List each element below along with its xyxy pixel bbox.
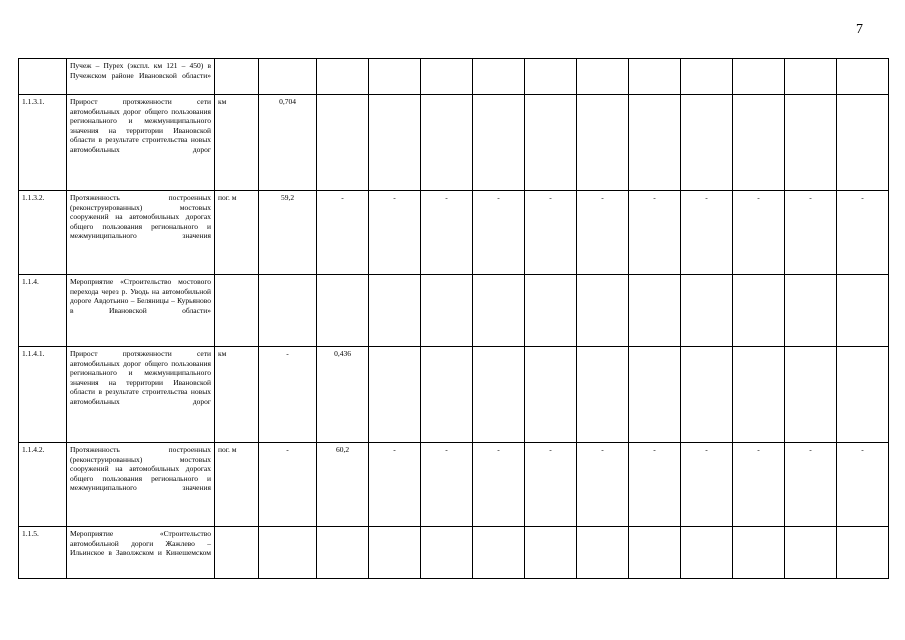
cell-unit — [215, 527, 259, 579]
cell-year: - — [577, 443, 629, 527]
cell-year — [473, 275, 525, 347]
cell-year — [837, 95, 889, 191]
cell-year — [785, 95, 837, 191]
cell-unit — [215, 275, 259, 347]
cell-year: - — [681, 443, 733, 527]
cell-unit — [215, 59, 259, 95]
cell-year — [681, 95, 733, 191]
cell-name: Протяженность построенных (реконструированных) мостовых сооружений на автомобильных дорогах общего пользования регионального и межмуниципального значения — [67, 191, 215, 275]
cell-code: 1.1.4.1. — [19, 347, 67, 443]
cell-code: 1.1.5. — [19, 527, 67, 579]
table-row — [19, 443, 889, 527]
cell-year — [577, 527, 629, 579]
cell-year — [525, 59, 577, 95]
cell-year — [785, 59, 837, 95]
cell-year — [421, 59, 473, 95]
cell-year: 0,436 — [317, 347, 369, 443]
cell-year: - — [473, 191, 525, 275]
cell-year — [421, 275, 473, 347]
cell-name: Мероприятие «Строительство автомобильной дороги Жажлево – Ильинское в Заволжском и Кинешемском — [67, 527, 215, 579]
cell-year: - — [369, 443, 421, 527]
cell-year — [733, 527, 785, 579]
cell-year — [317, 59, 369, 95]
cell-year: - — [525, 443, 577, 527]
cell-year — [369, 347, 421, 443]
cell-year — [785, 527, 837, 579]
table-row — [19, 347, 889, 443]
cell-name: Протяженность построенных (реконструированных) мостовых сооружений на автомобильных дорогах общего пользования регионального и межмуниципального значения — [67, 443, 215, 527]
cell-value — [259, 59, 317, 95]
cell-year — [525, 527, 577, 579]
cell-year — [681, 527, 733, 579]
page-number: 7 — [856, 22, 863, 37]
cell-year — [837, 527, 889, 579]
cell-year: - — [421, 191, 473, 275]
cell-year — [577, 95, 629, 191]
cell-code: 1.1.4.2. — [19, 443, 67, 527]
cell-year — [629, 527, 681, 579]
cell-value — [259, 275, 317, 347]
cell-name: Пучеж – Пурех (экспл. км 121 – 450) в Пучежском районе Ивановской области» — [67, 59, 215, 95]
cell-year — [837, 347, 889, 443]
cell-year: - — [785, 443, 837, 527]
cell-year: - — [733, 191, 785, 275]
cell-year: - — [473, 443, 525, 527]
cell-year: - — [421, 443, 473, 527]
cell-year: - — [733, 443, 785, 527]
cell-value: - — [259, 443, 317, 527]
cell-year — [837, 275, 889, 347]
cell-name: Мероприятие «Строительство мостового перехода через р. Уводь на автомобильной дороге Авдотьино – Беляницы – Курьяново в Ивановской области» — [67, 275, 215, 347]
table-row — [19, 95, 889, 191]
cell-year — [473, 59, 525, 95]
cell-value: - — [259, 347, 317, 443]
table-row — [19, 275, 889, 347]
cell-code: 1.1.3.2. — [19, 191, 67, 275]
cell-year: - — [837, 443, 889, 527]
cell-year — [681, 275, 733, 347]
cell-value: 59,2 — [259, 191, 317, 275]
cell-year — [473, 95, 525, 191]
cell-unit: км — [215, 347, 259, 443]
cell-year — [785, 275, 837, 347]
cell-year: 60,2 — [317, 443, 369, 527]
cell-year — [785, 347, 837, 443]
cell-year — [837, 59, 889, 95]
cell-year — [577, 347, 629, 443]
table-row — [19, 191, 889, 275]
cell-code: 1.1.4. — [19, 275, 67, 347]
cell-year — [473, 347, 525, 443]
cell-name: Прирост протяженности сети автомобильных дорог общего пользования регионального и межмуниципального значения на территории Ивановской области в результате строительства новых автомобильных дорог — [67, 347, 215, 443]
cell-year: - — [629, 443, 681, 527]
table-row — [19, 59, 889, 95]
cell-year — [473, 527, 525, 579]
cell-year — [525, 95, 577, 191]
cell-unit: км — [215, 95, 259, 191]
cell-year — [577, 59, 629, 95]
cell-year — [421, 527, 473, 579]
cell-year — [421, 95, 473, 191]
cell-year — [369, 95, 421, 191]
cell-year: - — [577, 191, 629, 275]
cell-code: 1.1.3.1. — [19, 95, 67, 191]
cell-value: 0,704 — [259, 95, 317, 191]
cell-year — [369, 527, 421, 579]
cell-year — [421, 347, 473, 443]
cell-year — [369, 59, 421, 95]
cell-year: - — [369, 191, 421, 275]
cell-year — [733, 95, 785, 191]
cell-year: - — [525, 191, 577, 275]
indicator-table-wrapper — [18, 58, 888, 579]
indicator-table — [18, 58, 889, 579]
cell-year — [317, 527, 369, 579]
cell-year — [629, 275, 681, 347]
cell-year — [629, 347, 681, 443]
cell-code — [19, 59, 67, 95]
cell-unit: пог. м — [215, 443, 259, 527]
cell-year — [317, 95, 369, 191]
cell-name: Прирост протяженности сети автомобильных дорог общего пользования регионального и межмуниципального значения на территории Ивановской области в результате строительства новых автомобильных дорог — [67, 95, 215, 191]
cell-year: - — [785, 191, 837, 275]
cell-year — [733, 59, 785, 95]
cell-year: - — [317, 191, 369, 275]
cell-unit: пог. м — [215, 191, 259, 275]
cell-year: - — [629, 191, 681, 275]
cell-value — [259, 527, 317, 579]
cell-year — [369, 275, 421, 347]
cell-year: - — [681, 191, 733, 275]
cell-year — [629, 59, 681, 95]
cell-year — [681, 59, 733, 95]
cell-year: - — [837, 191, 889, 275]
cell-year — [525, 347, 577, 443]
cell-year — [317, 275, 369, 347]
cell-year — [577, 275, 629, 347]
cell-year — [681, 347, 733, 443]
table-row — [19, 527, 889, 579]
cell-year — [525, 275, 577, 347]
cell-year — [629, 95, 681, 191]
cell-year — [733, 347, 785, 443]
cell-year — [733, 275, 785, 347]
